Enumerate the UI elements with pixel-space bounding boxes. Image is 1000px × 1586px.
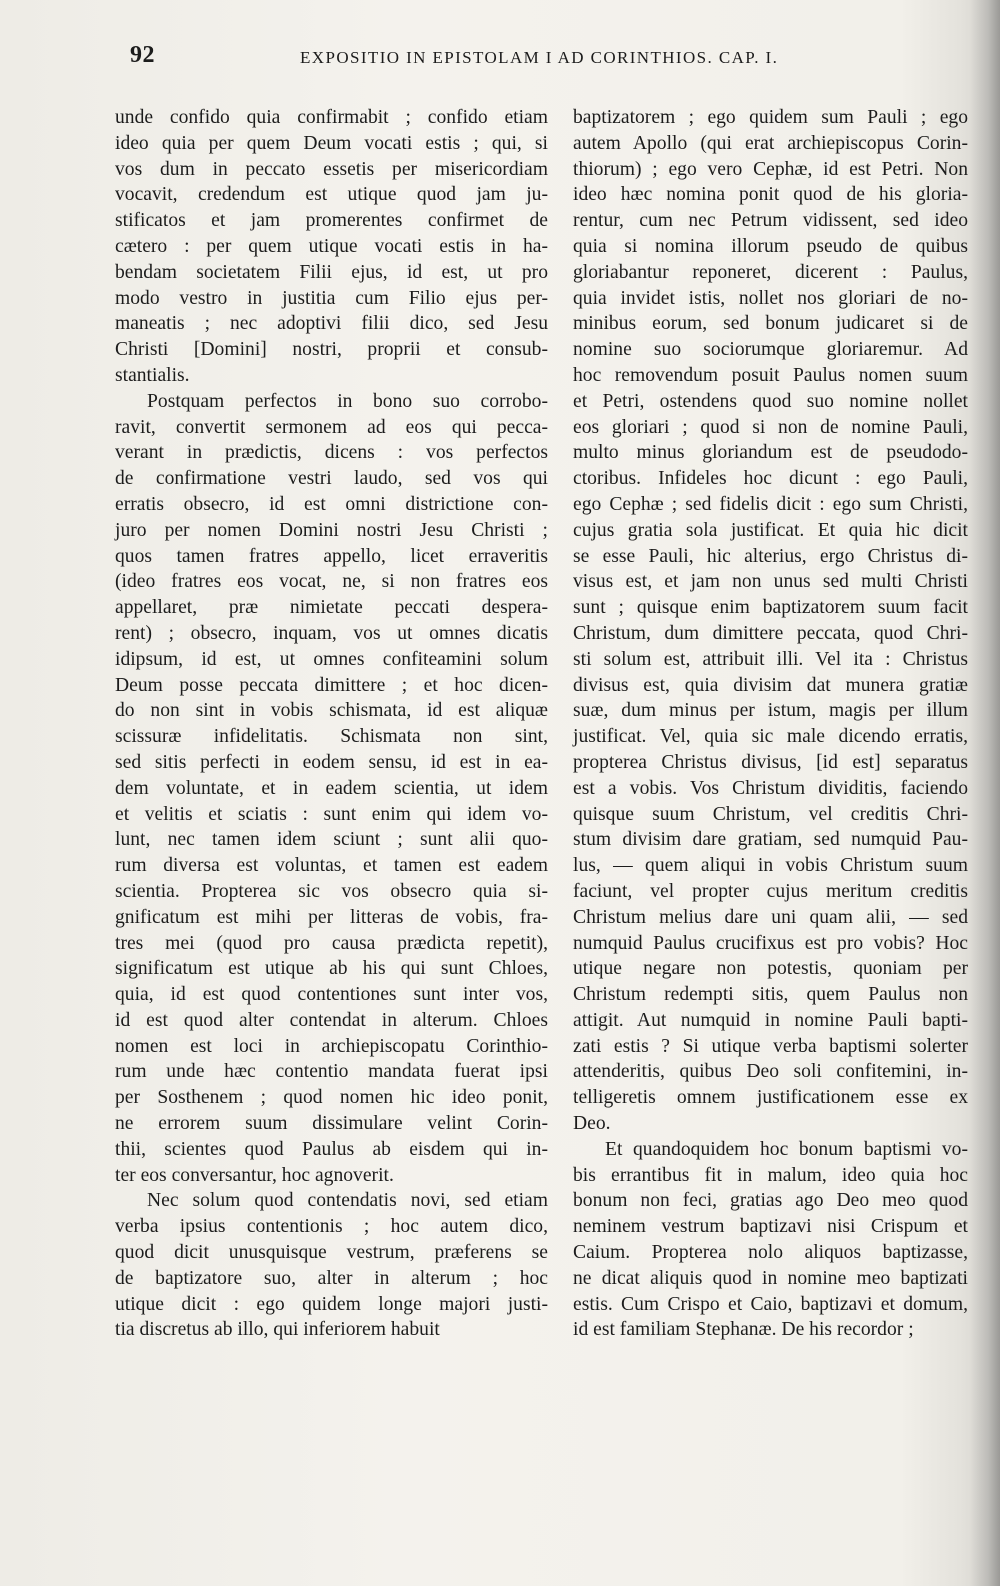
text-line: verba ipsius contentionis ; hoc autem dico,	[115, 1216, 548, 1238]
text-line: gloriabantur reponeret, dicerent : Paulus,	[573, 261, 968, 283]
text-line: Nec solum quod contendatis novi, sed etiam	[147, 1190, 548, 1212]
text-line: do non sint in vobis schismata, id est aliquæ	[115, 700, 548, 722]
text-line: se esse Pauli, hic alterius, ergo Christus di-	[573, 545, 968, 567]
text-line: attigit. Aut numquid in nomine Pauli bapti-	[573, 1009, 968, 1031]
text-line: sed sitis perfecti in eodem sensu, id est in ea-	[115, 751, 548, 773]
text-line: rum unde hæc contentio mandata fuerat ipsi	[115, 1061, 548, 1083]
text-line: sunt ; quisque enim baptizatorem suum facit	[573, 597, 968, 619]
page-number: 92	[130, 42, 155, 68]
text-line: et velitis et sciatis : sunt enim qui idem vo-	[115, 803, 548, 825]
text-line: ego Cephæ ; sed fidelis dicit : ego sum Christi,	[573, 493, 968, 515]
text-line: faciunt, vel propter cujus meritum creditis	[573, 880, 968, 902]
text-line: Christum redempti sitis, quem Paulus non	[573, 984, 968, 1006]
text-line: stantialis.	[115, 364, 190, 386]
text-line: unde confido quia confirmabit ; confido etiam	[115, 107, 548, 128]
text-line: Deo.	[573, 1113, 611, 1135]
text-line: bis errantibus fit in malum, ideo quia hoc	[573, 1164, 968, 1186]
text-line: utique dicit : ego quidem longe majori justi-	[115, 1293, 548, 1315]
text-line: id est familiam Stephanæ. De his recordor ;	[573, 1319, 914, 1341]
text-line: quia si nomina illorum pseudo de quibus	[573, 235, 968, 257]
text-line: (ideo fratres eos vocat, ne, si non fratres eos	[115, 571, 548, 593]
text-line: quia invidet istis, nollet nos gloriari de no-	[573, 287, 968, 309]
right-column	[573, 105, 968, 1343]
text-line: rum diversa est voluntas, et tamen est eadem	[115, 855, 548, 877]
text-line: telligeretis omnem justificationem esse ex	[573, 1087, 968, 1109]
text-line: rentur, cum nec Petrum vidissent, sed ideo	[573, 210, 968, 232]
text-line: divisus est, quia divisim dat munera gratiæ	[573, 674, 968, 696]
text-line: ne errorem suum dissimulare velint Corin-	[115, 1113, 548, 1135]
running-head: EXPOSITIO IN EPISTOLAM I AD CORINTHIOS. CAP. I.	[300, 48, 779, 67]
text-line: est a vobis. Vos Christum dividitis, faciendo	[573, 777, 968, 799]
text-line: eos gloriari ; quod si non de nomine Pauli,	[573, 416, 968, 438]
text-line: id est quod alter contendat in alterum. Chloes	[115, 1009, 548, 1031]
text-line: per Sosthenem ; quod nomen hic ideo ponit,	[115, 1087, 548, 1109]
text-line: Caium. Propterea nolo aliquos baptizasse,	[573, 1242, 968, 1264]
text-line: stum divisim dare gratiam, sed numquid Pau-	[573, 829, 968, 851]
text-line: scientia. Propterea sic vos obsecro quia si-	[115, 880, 548, 902]
text-line: quisque suum Christum, vel creditis Chri-	[573, 803, 968, 825]
text-line: zati estis ? Si utique verba baptismi solerter	[573, 1035, 968, 1057]
text-line: multo minus gloriandum est de pseudodo-	[573, 442, 968, 464]
text-line: ideo hæc nomina ponit quod de his gloria-	[573, 184, 968, 206]
text-line: verant in prædictis, dicens : vos perfectos	[115, 442, 548, 464]
text-line: numquid Paulus crucifixus est pro vobis? Hoc	[573, 932, 968, 954]
text-line: cætero : per quem utique vocati estis in ha-	[115, 235, 548, 257]
text-line: bonum non feci, gratias ago Deo meo quod	[573, 1190, 968, 1212]
text-line: autem Apollo (qui erat archiepiscopus Corin-	[573, 132, 968, 154]
text-line: bendam societatem Filii ejus, id est, ut pro	[115, 261, 548, 283]
text-line: sti solum est, attribuit illi. Vel ita : Christus	[573, 648, 968, 670]
text-line: Christum, dum dimittere peccata, quod Chri-	[573, 622, 968, 644]
text-line: lus, — quem aliqui in vobis Christum suum	[573, 855, 968, 877]
text-line: neminem vestrum baptizavi nisi Crispum et	[573, 1216, 968, 1238]
text-line: ideo quia per quem Deum vocati estis ; qui, si	[115, 132, 548, 154]
text-line: de baptizatore suo, alter in alterum ; hoc	[115, 1267, 548, 1289]
text-line: stificatos et jam promerentes confirmet de	[115, 210, 548, 232]
text-line: visus est, et jam non unus sed multi Christi	[573, 571, 968, 593]
text-line: Et quandoquidem hoc bonum baptismi vo-	[605, 1138, 968, 1160]
text-line: ne dicat aliquis quod in nomine meo baptizati	[573, 1267, 968, 1289]
text-line: utique negare non potestis, quoniam per	[573, 958, 968, 980]
text-line: rent) ; obsecro, inquam, vos ut omnes dicatis	[115, 622, 548, 644]
text-line: ctoribus. Infideles hoc dicunt : ego Pauli,	[573, 468, 968, 490]
text-line: erratis obsecro, id est omni districtione con-	[115, 493, 548, 515]
text-line: maneatis ; nec adoptivi filii dico, sed Jesu	[115, 313, 548, 335]
text-line: dem voluntate, et in eadem scientia, ut idem	[115, 777, 548, 799]
text-line: thiorum) ; ego vero Cephæ, id est Petri. Non	[573, 158, 968, 180]
text-line: quod dicit unusquisque vestrum, præferens se	[115, 1242, 548, 1264]
text-line: appellaret, præ nimietate peccati despera-	[115, 597, 548, 619]
text-line: justificat. Vel, quia sic male dicendo erratis,	[573, 726, 968, 748]
text-line: significatum est utique ab his qui sunt Chloes,	[115, 958, 548, 980]
text-line: Christi [Domini] nostri, proprii et consub-	[115, 339, 548, 361]
page-edge-shadow	[970, 0, 1000, 1586]
text-line: Deum posse peccata dimittere ; et hoc dicen-	[115, 674, 548, 696]
text-line: modo vestro in justitia cum Filio ejus per-	[115, 287, 548, 309]
text-line: vos dum in peccato essetis per misericordiam	[115, 158, 548, 180]
text-line: propterea Christus divisus, [id est] separatus	[573, 751, 968, 773]
text-line: tres mei (quod pro causa prædicta repetit),	[115, 932, 548, 954]
text-line: minibus eorum, sed bonum judicaret si de	[573, 313, 968, 335]
left-column	[115, 105, 548, 1343]
page-header	[130, 40, 910, 80]
text-line: suæ, dum minus per istum, magis per illum	[573, 700, 968, 722]
text-line: hoc removendum posuit Paulus nomen suum	[573, 364, 968, 386]
text-line: cujus gratia sola justificat. Et quia hic dicit	[573, 519, 968, 541]
text-line: scissuræ infidelitatis. Schismata non sint,	[115, 726, 548, 748]
text-line: attenderitis, quibus Deo soli confitemini, in-	[573, 1061, 968, 1083]
text-line: baptizatorem ; ego quidem sum Pauli ; ego	[573, 107, 968, 128]
text-line: quos tamen fratres appello, licet erraveritis	[115, 545, 548, 567]
text-line: nomen est loci in archiepiscopatu Corinthio-	[115, 1035, 548, 1057]
text-line: lunt, nec tamen idem sciunt ; sunt alii quo-	[115, 829, 548, 851]
text-line: thii, scientes quod Paulus ab eisdem qui in-	[115, 1138, 548, 1160]
text-line: quia, id est quod contentiones sunt inter vos,	[115, 984, 548, 1006]
text-line: ravit, convertit sermonem ad eos qui pecca-	[115, 416, 548, 438]
text-line: ter eos conversantur, hoc agnoverit.	[115, 1164, 394, 1186]
text-line: Christum melius dare uni quam alii, — sed	[573, 906, 968, 928]
text-line: de confirmatione vestri laudo, sed vos qui	[115, 468, 548, 490]
text-line: gnificatum est mihi per litteras de vobis, fra-	[115, 906, 548, 928]
text-line: juro per nomen Domini nostri Jesu Christi ;	[115, 519, 548, 541]
text-line: nomine suo sociorumque gloriaremur. Ad	[573, 339, 968, 361]
text-line: tia discretus ab illo, qui inferiorem habuit	[115, 1319, 440, 1341]
text-line: estis. Cum Crispo et Caio, baptizavi et domum,	[573, 1293, 968, 1315]
text-line: vocavit, credendum est utique quod jam ju-	[115, 184, 548, 206]
text-line: idipsum, id est, ut omnes confiteamini solum	[115, 648, 548, 670]
text-line: et Petri, ostendens quod suo nomine nollet	[573, 390, 968, 412]
text-line: Postquam perfectos in bono suo corrobo-	[147, 390, 548, 412]
